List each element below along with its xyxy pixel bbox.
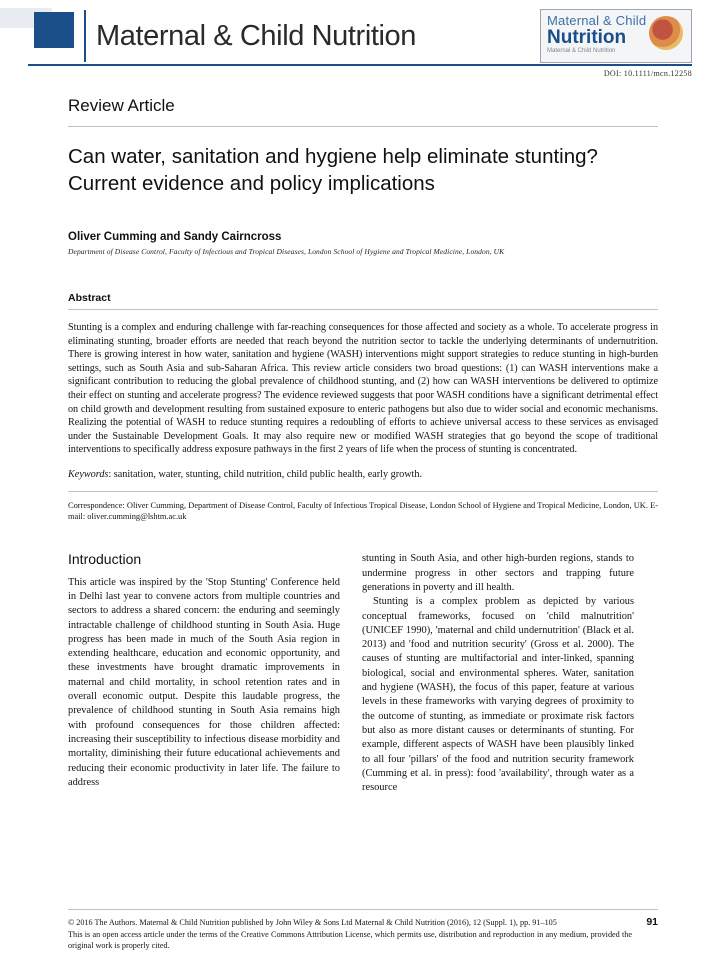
paragraph: Stunting is a complex problem as depicted by various conceptual frameworks, focused on 'child malnutrition' (UNICEF 1990), 'maternal and child undernutrition' (Black et al. 2013) and 'food and nutrition security' (Gross et al. 2000). The causes of stunting are multifactorial and inter-linked, spanning biological, social and environmental spheres. Water, sanitation and hygiene (WASH), the focus of this paper, feature at various levels in these frameworks with varying degrees of proximity to the outcome of stunting, as immediate or proximate risk factors but also as more distant causes or determinants of stunting. For example, different aspects of WASH have been plausibly linked to all four 'pillars' of the food and nutrition security framework (Cumming et al. in press): food 'availability', through water as a resource xyxy=(362,596,634,794)
header-rule xyxy=(68,126,658,127)
keywords-values: sanitation, water, stunting, child nutrition, child public health, early growth. xyxy=(113,468,423,480)
paragraph: stunting in South Asia, and other high-burden regions, stands to undermine progress in other sectors and trapping future generations in poverty and ill health. xyxy=(362,553,634,593)
author-list: Oliver Cumming and Sandy Cairncross xyxy=(68,231,282,243)
paragraph: This article was inspired by the 'Stop Stunting' Conference held in Delhi last year to convene actors from multiple countries and sectors to address a shared concern: the enduring and seemingly intractable challenge of childhood stunting in South Asia. Huge progress has been made in much of the South Asia region in extending healthcare, education and economic opportunity, and these investments have brought dramatic improvements in maternal and child mortality, in school retention rates and in overall economic output. Despite this laudable progress, the prevalence of childhood stunting in South Asia remains high with profound consequences for those children affected: increasing their susceptibility to infectious disease morbidity and mortality, diminishing their future educational achievements and reducing their economic productivity in later life. The failure to address xyxy=(68,576,340,788)
page-title: Can water, sanitation and hygiene help eliminate stunting? Current evidence and policy implications xyxy=(68,145,598,195)
author-affiliation: Department of Disease Control, Faculty of Infectious and Tropical Diseases, London School of Hygiene and Tropical Medicine, London, UK xyxy=(68,247,505,256)
body-column-left xyxy=(68,552,340,795)
abstract-section xyxy=(68,292,658,522)
journal-cover-logo xyxy=(540,9,692,63)
journal-title: Maternal & Child Nutrition xyxy=(96,19,417,52)
license-line: This is an open access article under the terms of the Creative Commons Attribution License, which permits use, distribution and reproduction in any medium, provided the original work is properly cited. xyxy=(68,929,632,950)
masthead-logo-block xyxy=(28,8,84,64)
article-content xyxy=(68,96,658,795)
section-heading-introduction: Introduction xyxy=(68,551,142,568)
paper-page xyxy=(0,8,720,979)
journal-logo-line1: Maternal & Child xyxy=(547,13,647,28)
body-columns xyxy=(68,552,658,795)
swirl-icon xyxy=(649,16,683,50)
correspondence-note: Correspondence: Oliver Cumming, Department of Disease Control, Faculty of Infectious Tropical Disease, London School of Hygiene and Tropical Medicine, London, UK. E-mail: oliver.cumming@lshtm.ac.uk xyxy=(68,491,658,523)
abstract-text: Stunting is a complex and enduring challenge with far-reaching consequences for those affected and society as a whole. To accelerate progress in eliminating stunting, broader efforts are needed that reach beyond the nutrition sector to tackle the underlying determinants of undernutrition. There is growing interest in how water, sanitation and hygiene (WASH) interventions might support strategies to reduce stunting in high-burden settings, such as South Asia and sub-Saharan Africa. This review article considers two broad questions: (1) can WASH interventions make a significant contribution to reducing the global prevalence of childhood stunting, and (2) how can WASH interventions be delivered to optimize their effect on stunting and accelerate progress? The evidence reviewed suggests that poor WASH conditions have a significant detrimental effect on child growth and development resulting from sustained exposure to enteric pathogens but also due to wider social and economic mechanisms. Realizing the potential of WASH to reduce stunting requires a redoubling of efforts to achieve universal access to these services as envisaged under the Sustainable Development Goals. It may also require new or modified WASH strategies that go beyond the scope of traditional interventions to specifically address exposure pathways in the first 2 years of life when the process of stunting is concentrated. xyxy=(68,322,658,456)
journal-logo-line2: Nutrition xyxy=(547,27,627,48)
abstract-heading: Abstract xyxy=(68,292,658,310)
journal-logo-line3: Maternal & Child Nutrition xyxy=(547,48,616,54)
doi-text: DOI: 10.1111/mcn.12258 xyxy=(603,69,692,78)
keywords-label: Keywords xyxy=(68,468,109,480)
page-number: 91 xyxy=(646,916,658,929)
page-footer xyxy=(68,909,658,951)
copyright-line: © 2016 The Authors. Maternal & Child Nutrition published by John Wiley & Sons Ltd Maternal & Child Nutrition (2016), 12 (Suppl. 1), pp. 91–105 xyxy=(68,918,557,928)
article-type: Review Article xyxy=(68,96,175,115)
body-column-right xyxy=(362,552,634,795)
journal-masthead xyxy=(28,8,692,66)
keywords-line: Keywords: sanitation, water, stunting, child nutrition, child public health, early growth. xyxy=(68,468,423,480)
masthead-divider xyxy=(84,10,86,62)
wiley-block-icon xyxy=(34,12,74,48)
